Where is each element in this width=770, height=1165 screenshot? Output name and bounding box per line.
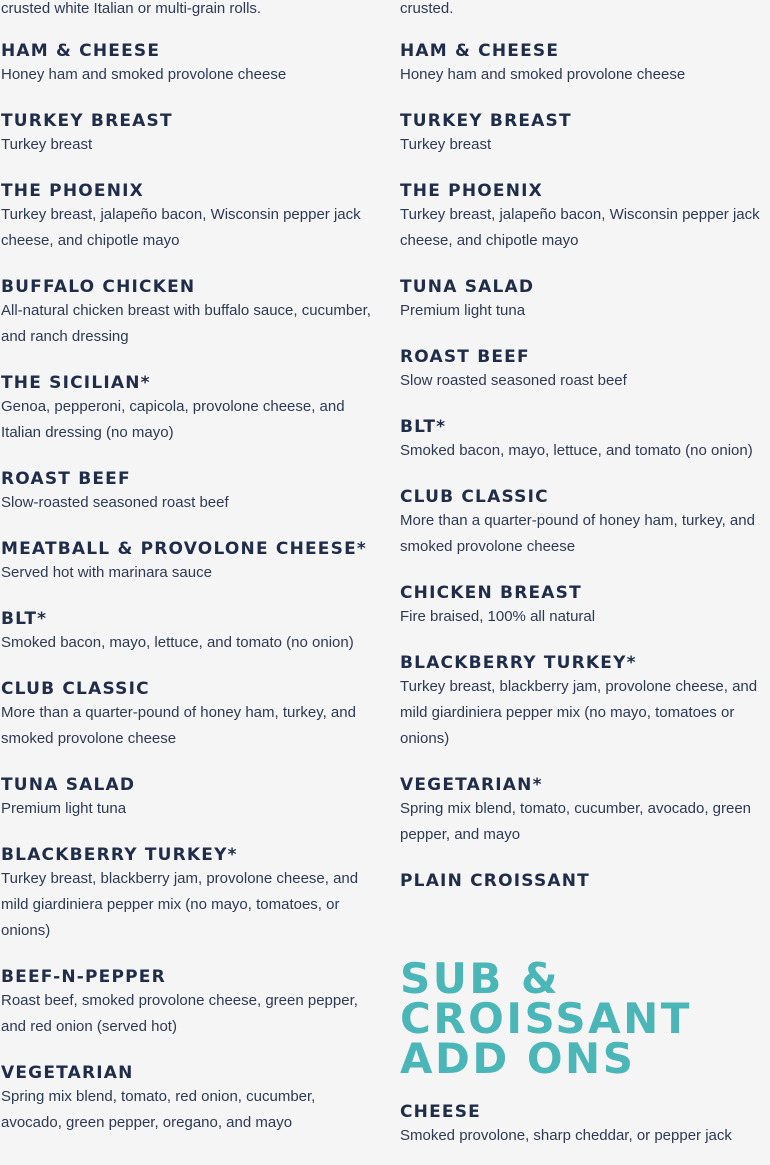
item-description: Roast beef, smoked provolone cheese, green pepper, and red onion (served hot) [1,992,358,1035]
addons-section-heading [400,954,765,1083]
item-name: ROAST BEEF [1,469,131,489]
item-description: More than a quarter-pound of honey ham, turkey, and smoked provolone cheese [1,704,356,747]
item-description: Fire braised, 100% all natural [400,608,596,625]
menu-item [400,775,765,848]
menu-item [400,583,765,630]
menu-item [400,41,765,88]
item-name: THE PHOENIX [400,181,543,201]
item-name: PLAIN CROISSANT [400,871,590,891]
item-name: BLACKBERRY TURKEY* [400,653,637,673]
item-description: Smoked bacon, mayo, lettuce, and tomato (no onion) [1,634,354,651]
right-lead-text: crusted. [400,0,454,17]
menu-item [1,775,376,822]
item-name: CLUB CLASSIC [400,487,549,507]
item-description: Turkey breast [400,136,492,153]
item-description: Spring mix blend, tomato, red onion, cucumber, avocado, green pepper, oregano, and mayo [1,1088,316,1131]
item-name: ROAST BEEF [400,347,530,367]
item-description: Turkey breast, blackberry jam, provolone cheese, and mild giardiniera pepper mix (no mayo, tomatoes, or onions) [1,870,359,939]
item-name: BUFFALO CHICKEN [1,277,196,297]
item-description: Turkey breast, jalapeño bacon, Wisconsin pepper jack cheese, and chipotle mayo [400,206,760,249]
right-menu-column [400,0,765,1149]
item-description: Premium light tuna [1,800,127,817]
item-description: Slow roasted seasoned roast beef [400,372,627,389]
item-description: Served hot with marinara sauce [1,564,212,581]
addon-item [400,1102,765,1149]
menu-item [1,1063,376,1136]
menu-item [400,487,765,560]
item-description: All-natural chicken breast with buffalo sauce, cucumber, and ranch dressing [1,302,371,345]
addon-name: CHEESE [400,1102,481,1122]
item-name: CLUB CLASSIC [1,679,150,699]
menu-item [400,181,765,254]
item-name: MEATBALL & PROVOLONE CHEESE* [1,539,367,559]
menu-item [1,609,376,656]
item-name: BLT* [1,609,48,629]
menu-item [400,111,765,158]
heading-line: CROISSANT [400,994,692,1043]
item-name: THE PHOENIX [1,181,144,201]
menu-item [1,181,376,254]
menu-item [1,845,376,944]
item-name: TUNA SALAD [1,775,136,795]
item-name: HAM & CHEESE [1,41,161,61]
item-description: Turkey breast, jalapeño bacon, Wisconsin pepper jack cheese, and chipotle mayo [1,206,361,249]
menu-item [1,679,376,752]
item-name: VEGETARIAN [1,1063,134,1083]
menu-item [1,967,376,1040]
item-description: Slow-roasted seasoned roast beef [1,494,229,511]
item-description: Premium light tuna [400,302,526,319]
item-name: TURKEY BREAST [1,111,173,131]
item-name: HAM & CHEESE [400,41,560,61]
menu-item [400,347,765,394]
menu-item [1,373,376,446]
item-description: Honey ham and smoked provolone cheese [1,66,287,83]
item-description: Turkey breast [1,136,93,153]
item-name: BEEF-N-PEPPER [1,967,166,987]
menu-item [1,469,376,516]
item-name: BLT* [400,417,447,437]
addon-description: Smoked provolone, sharp cheddar, or pepper jack [400,1127,732,1144]
menu-item [1,41,376,88]
item-name: TURKEY BREAST [400,111,572,131]
heading-line: ADD ONS [400,1034,636,1083]
menu-item [1,277,376,350]
item-description: Honey ham and smoked provolone cheese [400,66,686,83]
left-lead-text: crusted white Italian or multi-grain rolls. [1,0,262,17]
menu-item [400,871,765,891]
item-description: Genoa, pepperoni, capicola, provolone cheese, and Italian dressing (no mayo) [1,398,345,441]
item-name: THE SICILIAN* [1,373,151,393]
item-description: Spring mix blend, tomato, cucumber, avocado, green pepper, and mayo [400,800,752,843]
menu-item [400,417,765,464]
item-name: CHICKEN BREAST [400,583,582,603]
menu-item [1,539,376,586]
item-description: Turkey breast, blackberry jam, provolone cheese, and mild giardiniera pepper mix (no mayo, tomatoes or onions) [400,678,758,747]
menu-item [400,653,765,752]
heading-line: SUB & [400,954,561,1003]
item-name: VEGETARIAN* [400,775,543,795]
item-description: Smoked bacon, mayo, lettuce, and tomato (no onion) [400,442,753,459]
item-name: BLACKBERRY TURKEY* [1,845,238,865]
left-menu-column [1,0,376,1136]
item-description: More than a quarter-pound of honey ham, turkey, and smoked provolone cheese [400,512,755,555]
item-name: TUNA SALAD [400,277,535,297]
menu-item [1,111,376,158]
menu-item [400,277,765,324]
